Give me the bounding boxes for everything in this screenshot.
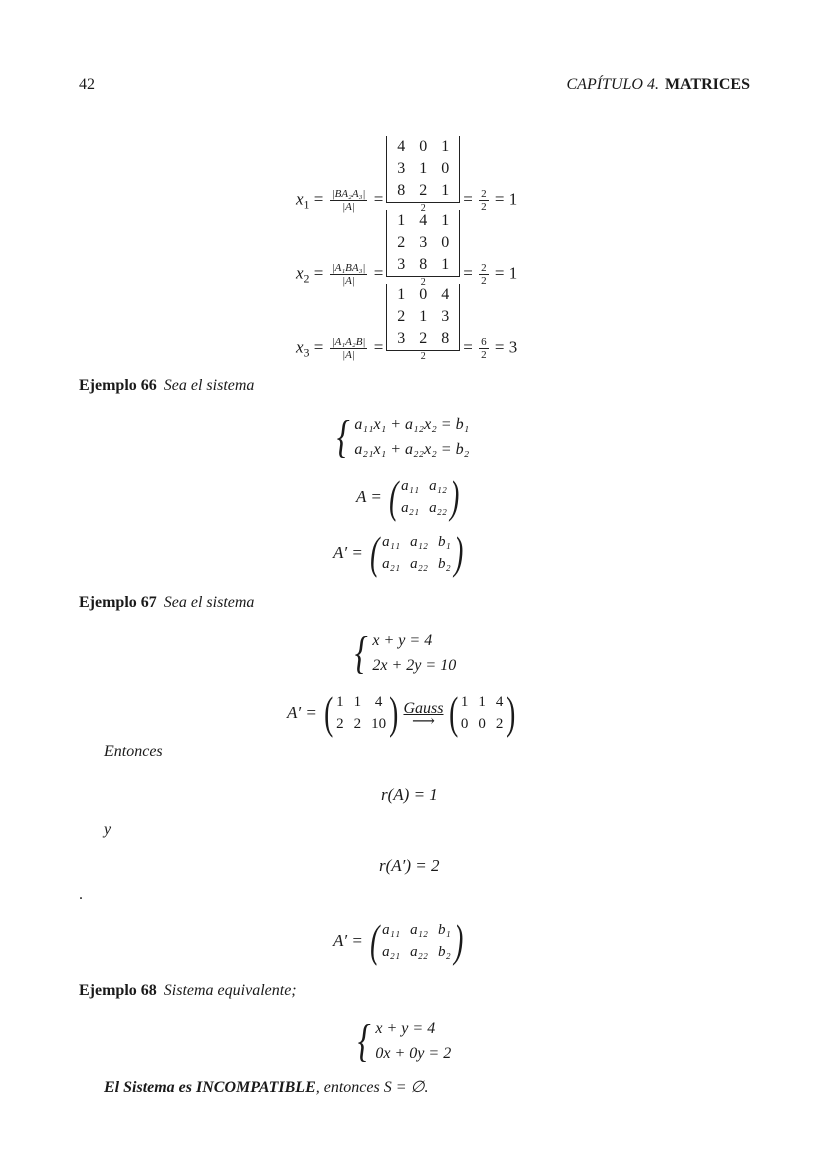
determinant-fraction: [386, 136, 460, 215]
var: x: [296, 263, 304, 283]
matrix-grid: [336, 691, 386, 735]
cell: 1: [441, 256, 450, 273]
numerator: |A₁BA₃|: [331, 261, 366, 274]
equation: a₂₁x₁ + a₂₂x₂ = b₂: [354, 441, 470, 458]
determinant-denominator: 2: [420, 203, 426, 214]
cell: 3: [441, 308, 450, 325]
cell: 8: [441, 330, 450, 347]
rank-Aprime: r(A′) = 2: [379, 856, 440, 875]
example-67-gauss-reduction: [287, 687, 519, 738]
cell: b₁: [438, 534, 451, 550]
example-text: Sea el sistema: [163, 377, 255, 394]
example-67-heading: [79, 594, 254, 612]
cell: 2: [419, 330, 428, 347]
cell: 8: [397, 182, 406, 199]
cell: b₁: [438, 922, 451, 938]
matrix-grid: [401, 475, 447, 519]
cell: 0: [478, 716, 486, 732]
cell: 3: [397, 330, 406, 347]
cell: a₂₁: [382, 944, 401, 960]
determinant-denominator: 2: [420, 277, 426, 288]
equation: x + y = 4: [375, 1020, 436, 1037]
denominator: |A|: [342, 348, 355, 361]
example-67-system: [352, 628, 456, 678]
determinant-fraction: [386, 210, 460, 289]
matrix-grid: [461, 691, 504, 735]
cell: 10: [371, 716, 387, 732]
cell: 0: [441, 160, 450, 177]
cell: a₂₂: [429, 500, 448, 516]
rank-A: r(A) = 1: [381, 785, 438, 804]
cell: 4: [419, 212, 428, 229]
example-label: Ejemplo 68: [79, 982, 157, 999]
fraction: [330, 336, 368, 361]
result: 3: [508, 337, 518, 357]
var-sub: 1: [303, 197, 310, 212]
var-sub: 2: [303, 271, 310, 286]
cell: 4: [495, 694, 504, 710]
example-66-system: [334, 412, 469, 462]
matrix-label: A′ =: [333, 931, 363, 950]
equation: a₁₁x₁ + a₁₂x₂ = b₁: [354, 416, 470, 433]
determinant-fraction: [386, 284, 460, 363]
cell: 1: [397, 286, 406, 303]
matrix-grid: [382, 531, 451, 575]
numerator: |A₁A₂B|: [331, 335, 366, 348]
cell: 1: [441, 182, 450, 199]
var-sub: 3: [303, 345, 310, 360]
cell: 0: [441, 234, 450, 251]
denominator: 2: [481, 274, 487, 287]
numerator: 2: [481, 187, 487, 200]
denominator: 2: [481, 200, 487, 213]
cramer-x1: $x_1$ = $\frac{\text{|BA₂A₃|}}{|A|}$ = 4 0 1 3 1 0 8 2 1 2 = $\frac{2}{2}$ = 1: [296, 138, 518, 214]
right-paren: ): [389, 687, 399, 738]
denominator: |A|: [342, 200, 355, 213]
cell: 2: [336, 716, 344, 732]
conclusion: [104, 1077, 428, 1097]
determinant: [386, 136, 460, 203]
left-paren: (: [448, 687, 458, 738]
gauss-arrow: [403, 700, 444, 730]
example-66-heading: [79, 377, 254, 395]
left-brace: {: [357, 1015, 371, 1066]
cell: 0: [460, 716, 469, 732]
matrix-label: A =: [356, 487, 382, 506]
cell: 0: [419, 138, 428, 155]
example-label: Ejemplo 66: [79, 377, 157, 394]
cell: a₂₁: [401, 500, 420, 516]
cell: 2: [353, 716, 362, 732]
cell: b₂: [438, 556, 451, 572]
cell: a₁₂: [429, 478, 448, 494]
left-brace: {: [354, 627, 368, 678]
cell: 1: [441, 212, 450, 229]
running-head: [567, 76, 751, 94]
cell: 4: [374, 694, 383, 710]
cell: 1: [419, 160, 428, 177]
result: 1: [508, 263, 518, 283]
left-paren: (: [369, 527, 380, 578]
cell: 1: [397, 212, 406, 229]
cell: 8: [419, 256, 428, 273]
cell: a₁₁: [382, 534, 401, 550]
cell: 1: [460, 694, 469, 710]
y-text: y: [104, 821, 112, 838]
right-paren: ): [450, 471, 460, 522]
example-68-heading: [79, 982, 297, 1000]
denominator: 2: [481, 348, 487, 361]
cramer-x3: $x_3$ = $\frac{\text{|A₁A₂B|}}{|A|}$ = 1 0 4 2 1 3 3 2 8 2 = $\frac{6}{2}$ = 3: [296, 286, 518, 362]
cell: 2: [495, 716, 504, 732]
cell: 1: [441, 138, 450, 155]
gauss-label: Gauss: [403, 700, 444, 717]
example-68-system: [355, 1016, 451, 1066]
cell: a₂₂: [410, 944, 429, 960]
cell: a₂₁: [382, 556, 401, 572]
cramer-x2: $x_2$ = $\frac{\text{|A₁BA₃|}}{|A|}$ = 1 4 1 2 3 0 3 8 1 2 = $\frac{2}{2}$ = 1: [296, 212, 518, 288]
conclusion-bold: El Sistema es INCOMPATIBLE: [104, 1079, 316, 1096]
entonces-text: Entonces: [104, 743, 163, 760]
cell: 3: [397, 160, 406, 177]
example-66-matrix-Aprime: [333, 527, 466, 578]
example-label: Ejemplo 67: [79, 594, 157, 611]
determinant-denominator: 2: [420, 351, 426, 362]
right-paren: ): [453, 915, 464, 966]
matrix-label: A′ =: [287, 703, 317, 722]
cell: 4: [441, 286, 450, 303]
example-text: Sea el sistema: [163, 594, 255, 611]
cell: 1: [478, 694, 486, 710]
left-paren: (: [388, 471, 399, 522]
cell: 1: [353, 694, 362, 710]
cell: a₁₁: [401, 478, 420, 494]
right-arrow-icon: ⟶: [412, 713, 435, 730]
numerator: |BA₂A₃|: [331, 187, 366, 200]
result: 1: [508, 189, 518, 209]
numerator: 2: [481, 261, 487, 274]
left-paren: (: [369, 915, 380, 966]
cell: 2: [397, 308, 406, 325]
equation: x + y = 4: [372, 632, 433, 649]
fraction: [479, 336, 489, 361]
period: .: [79, 886, 83, 903]
left-brace: {: [336, 411, 350, 462]
matrix-grid: [382, 919, 451, 963]
example-text: Sistema equivalente;: [163, 982, 297, 999]
cell: a₁₁: [382, 922, 401, 938]
cell: a₂₂: [410, 556, 429, 572]
numerator: 6: [481, 335, 487, 348]
cell: 2: [419, 182, 428, 199]
equation: 2x + 2y = 10: [372, 657, 457, 674]
chapter-number: CAPÍTULO 4.: [566, 76, 659, 93]
cell: 4: [397, 138, 406, 155]
cell: 3: [397, 256, 406, 273]
var: x: [296, 337, 304, 357]
right-paren: ): [506, 687, 516, 738]
cell: a₁₂: [410, 534, 429, 550]
determinant: [386, 210, 460, 277]
denominator: |A|: [342, 274, 355, 287]
cell: 1: [419, 308, 428, 325]
cell: 1: [336, 694, 344, 710]
page-number: 42: [79, 76, 95, 93]
cell: 2: [397, 234, 406, 251]
var: x: [296, 189, 304, 209]
determinant: [386, 284, 460, 351]
matrix-label: A′ =: [333, 543, 363, 562]
example-67-matrix-Aprime: [333, 915, 466, 966]
right-paren: ): [453, 527, 464, 578]
equation: 0x + 0y = 2: [375, 1045, 452, 1062]
cell: 3: [419, 234, 428, 251]
cell: a₁₂: [410, 922, 429, 938]
chapter-title: MATRICES: [664, 76, 750, 93]
left-paren: (: [323, 687, 334, 738]
cell: 0: [419, 286, 428, 303]
cell: b₂: [438, 944, 451, 960]
conclusion-rest: , entonces S = ∅.: [315, 1079, 429, 1096]
example-66-matrix-A: [356, 471, 462, 522]
